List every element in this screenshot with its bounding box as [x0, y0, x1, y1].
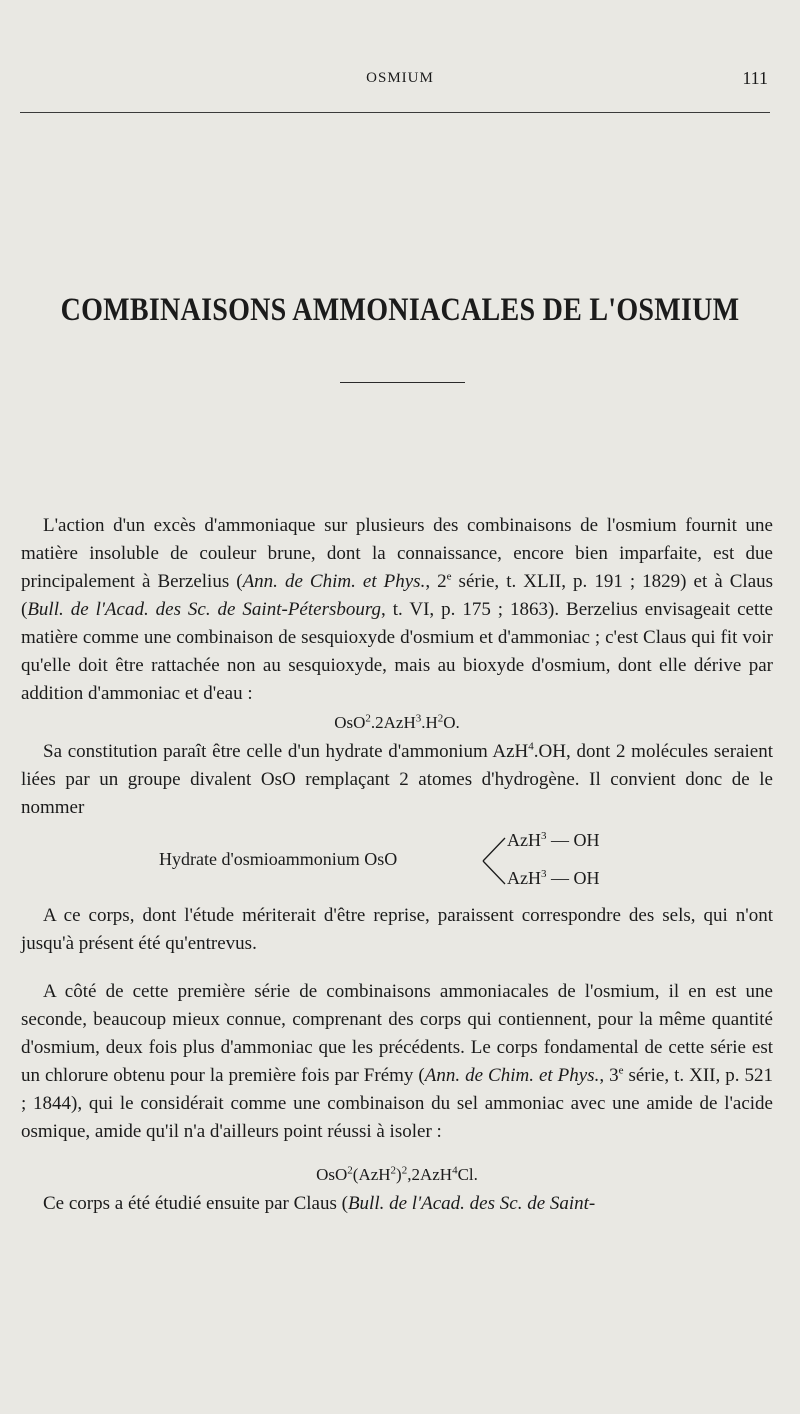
hydrate-branch-top: AzH$^3$ — OH	[507, 830, 600, 850]
formula-osmium-ammonia: $OsO^2.2AzH^3.H^2O$.	[334, 712, 460, 732]
superscript: e	[446, 570, 452, 583]
text-run: , 3	[599, 1065, 619, 1086]
running-title: OSMIUM	[366, 70, 434, 86]
page-number: 111	[742, 68, 768, 88]
text-run: série, t. XII, p. 521 ; 1844), qui le considérait comme une combinaison du sel ammoniac avec une amide de l'acide osmique, amide qu'il n'a d'ailleurs point réussi à isoler :	[21, 1065, 773, 1142]
text-run: série, t. XLII, p. 191 ; 1829) et à Claus (	[21, 571, 774, 620]
paragraph-2	[21, 738, 773, 822]
hydrate-branch-bottom: AzH$^3$ — OH	[507, 868, 600, 888]
superscript: 4	[528, 740, 534, 753]
paragraph-4	[21, 978, 773, 1146]
text-run: A côté de cette première série de combinaisons ammoniacales de l'osmium, il en est une seconde, beaucoup mieux connue, comprenant des corps qui contiennent, pour la même quantité d'osmium, deux fois plus d'ammoniac que les précédents. Le corps fondamental de cette série est un chlorure obtenu pour la première fois par Frémy (	[21, 981, 773, 1086]
paragraph-5	[21, 1190, 773, 1218]
header-rule	[20, 112, 770, 113]
hydrate-name: Hydrate d'osmioammonium OsO	[159, 849, 398, 869]
paragraph-3: A ce corps, dont l'étude mériterait d'être reprise, paraissent correspondre des sels, qui n'ont jusqu'à présent été qu'entrevus.	[21, 905, 773, 954]
title-rule	[340, 382, 465, 383]
citation: Bull. de l'Acad. des Sc. de Saint-	[347, 1193, 596, 1214]
citation: Ann. de Chim. et Phys.	[242, 571, 426, 592]
body-text	[21, 512, 773, 1218]
branch-bracket-icon	[479, 834, 509, 888]
hydrate-formula	[21, 826, 773, 896]
running-head	[0, 66, 800, 96]
superscript: e	[618, 1064, 624, 1077]
citation: Bull. de l'Acad. des Sc. de Saint-Pétersbourg	[27, 599, 382, 620]
formula-fremy-chloride: $OsO^2(AzH^2)^2,2AzH^4Cl$.	[316, 1164, 478, 1184]
chapter-title: COMBINAISONS AMMONIACALES DE L'OSMIUM	[60, 292, 740, 328]
text-run: , 2	[425, 571, 447, 592]
text-run: L'action d'un excès d'ammoniaque sur plusieurs des combinaisons de l'osmium fournit une matière insoluble de couleur brune, dont la connaissance, encore bien imparfaite, est due principalement à Berzelius (	[21, 515, 773, 592]
paragraph-1	[21, 512, 773, 708]
citation: Ann. de Chim. et Phys.	[424, 1065, 600, 1086]
text-run: Ce corps a été étudié ensuite par Claus (	[43, 1193, 348, 1214]
text-run: .OH, dont 2 molécules seraient liées par un groupe divalent OsO remplaçant 2 atomes d'hydrogène. Il convient donc de le nommer	[21, 741, 773, 818]
text-run: , t. VI, p. 175 ; 1863). Berzelius envisageait cette matière comme une combinaison de sesquioxyde d'osmium et d'ammoniac ; c'est Claus qui fit voir qu'elle doit être rattachée non au sesquioxyde, mais au bioxyde d'osmium, dont elle dérive par addition d'ammoniac et d'eau :	[21, 599, 773, 704]
text-run: Sa constitution paraît être celle d'un hydrate d'ammonium AzH	[43, 741, 529, 762]
